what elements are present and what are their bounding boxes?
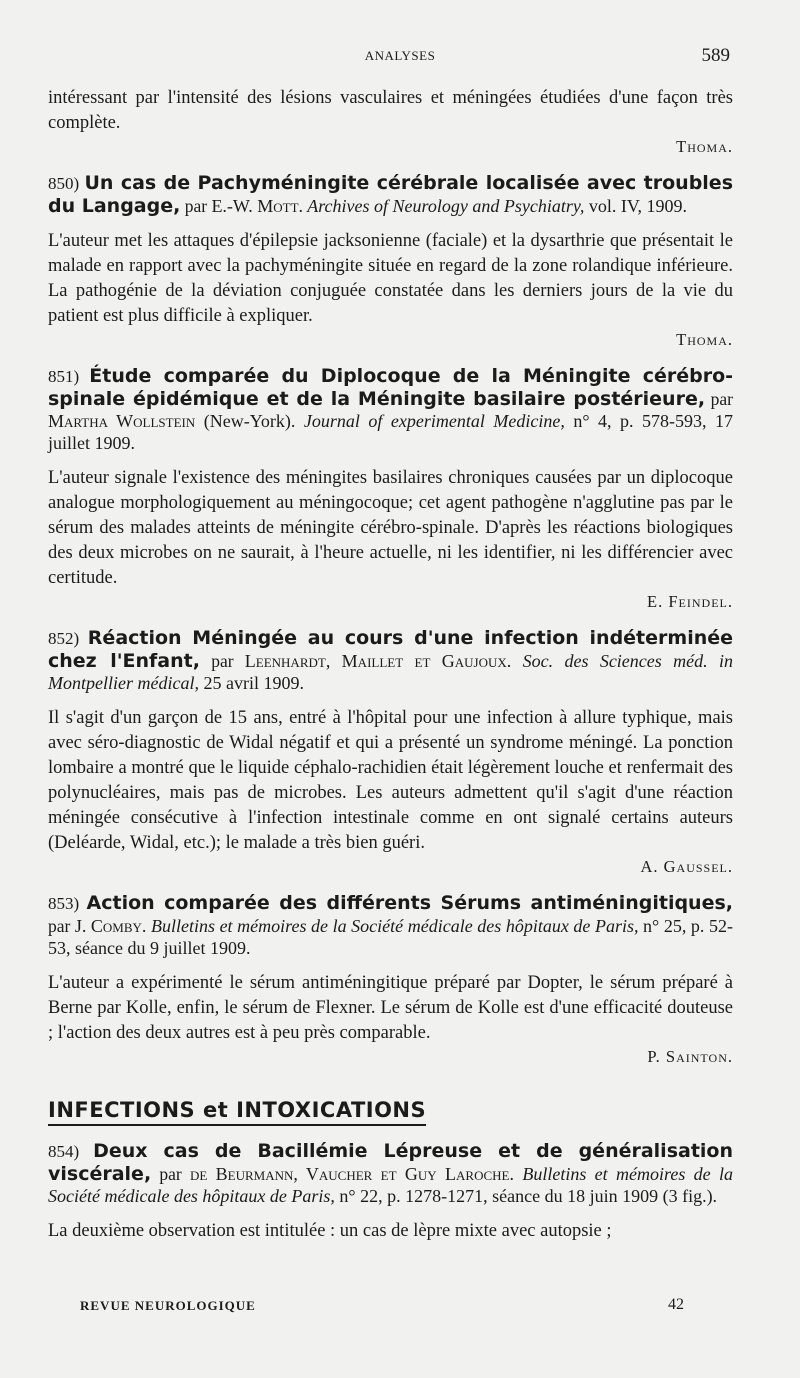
reviewer-signature: Thoma. (676, 330, 733, 349)
abstract-text: L'auteur a expérimenté le sérum antiméningitique préparé par Dopter, le sérum préparé à Berne par Kolle, enfin, le sérum de Flexner. Le sérum de Kolle est d'une efficacité douteuse ; l'action des deux autres est à peu près comparable. (48, 973, 733, 1043)
page-header (0, 45, 800, 72)
sheet-number: 42 (668, 1296, 684, 1313)
page-number: 589 (701, 45, 730, 66)
entry-source: Archives of Neurology and Psychiatry, (303, 196, 585, 216)
page-body (48, 86, 733, 1244)
abstract-text: L'auteur signale l'existence des méningites basilaires chroniques causées par un diplocoque analogue morphologiquement au méningocoque; cet agent pathogène n'agglutine pas par le sérum des malades atteints de méningite cérébro-spinale. D'après les réactions biologiques des deux microbes on ne saurait, à l'heure actuelle, ni les identifier, ni les différencier avec certitude. (48, 468, 733, 588)
section-heading: INFECTIONS et INTOXICATIONS (48, 1098, 426, 1126)
entry-by: par (199, 651, 245, 671)
entry-details: n° 25, p. 52-53, séance du 9 juillet 1909. (48, 916, 733, 958)
entry-author: de Beurmann, Vaucher et Guy Laroche. (189, 1164, 514, 1184)
running-head: ANALYSES (364, 48, 436, 63)
reviewer-signature: A. Gaussel. (640, 857, 733, 876)
entry-source: Bulletins et mémoires de la Société médicale des hôpitaux de Paris, (48, 1164, 734, 1206)
abstract-text: La deuxième observation est intitulée : un cas de lèpre mixte avec autopsie ; (48, 1221, 612, 1241)
entry-author: J. Comby. (74, 916, 147, 936)
entry-by: par (151, 1164, 190, 1184)
abstract-text: L'auteur met les attaques d'épilepsie jacksonienne (faciale) et la dysarthrie que présentait le malade en rapport avec la pachyméningite située en regard de la zone rolandique inférieure. La pathogénie de la déviation conjuguée constatée dans les derniers jours de la vie du patient est plus difficile à expliquer. (48, 231, 733, 326)
entry-number: 853) (48, 894, 80, 913)
reviewer-signature: P. Sainton. (647, 1047, 733, 1066)
entry-by: par (705, 389, 733, 409)
journal-name: REVUE NEUROLOGIQUE (80, 1298, 256, 1313)
abstract-text: Il s'agit d'un garçon de 15 ans, entré à l'hôpital pour une infection à allure typhique, mais avec séro-diagnostic de Widal négatif et qui a présenté un syndrome méningé. La ponction lombaire a montré que le liquide céphalo-rachidien était légèrement louche et renfermait des polynucléaires, mais pas de microbes. Les auteurs admettent qu'il s'agit d'une réaction méningée consécutive à l'infection intestinale comme en ont signalé certains auteurs (Deléarde, Widal, etc.); le malade a très bien guéri. (48, 708, 733, 853)
entry-number: 850) (48, 174, 80, 193)
entry-title: Réaction Méningée au cours d'une infection indéterminée chez l'Enfant, (48, 627, 734, 672)
abstract-entry-850 (48, 172, 733, 351)
entry-number: 851) (48, 367, 80, 386)
abstract-entry-854 (48, 1140, 733, 1244)
entry-source: Journal of experimental Medicine, (303, 411, 565, 431)
entry-number: 854) (48, 1142, 80, 1161)
entry-source: Soc. des Sciences méd. in Montpellier médical, (48, 651, 733, 693)
abstract-entry-852 (48, 627, 733, 878)
entry-details: 25 avril 1909. (198, 673, 304, 693)
entry-source-pre: (New-York). (195, 411, 304, 431)
entry-by: par (180, 196, 212, 216)
reviewer-signature: Thoma. (676, 137, 733, 156)
abstract-text: intéressant par l'intensité des lésions vasculaires et méningées étudiées d'une façon très complète. (48, 88, 733, 133)
continued-abstract (48, 86, 733, 158)
entry-details: n° 4, p. 578-593, 17 juillet 1909. (48, 411, 733, 453)
entry-author: E.-W. Mott. (211, 196, 304, 216)
entry-title: Étude comparée du Diplocoque de la Méningite cérébro-spinale épidémique et de la Méningite basilaire postérieure, (48, 365, 734, 410)
entry-source: Bulletins et mémoires de la Société médicale des hôpitaux de Paris, (146, 916, 639, 936)
entry-title: Action comparée des différents Sérums antiméningitiques, (86, 892, 733, 914)
reviewer-signature: E. Feindel. (647, 592, 733, 611)
entry-by: par (48, 916, 75, 936)
entry-author: Leenhardt, Maillet et Gaujoux. (244, 651, 512, 671)
entry-details: vol. IV, 1909. (584, 196, 688, 216)
entry-details: n° 22, p. 1278-1271, séance du 18 juin 1909 (3 fig.). (334, 1186, 718, 1206)
entry-number: 852) (48, 629, 80, 648)
abstract-entry-853 (48, 892, 733, 1068)
entry-author: Martha Wollstein (48, 411, 196, 431)
entry-title: Un cas de Pachyméningite cérébrale localisée avec troubles du Langage, (48, 172, 734, 217)
abstract-entry-851 (48, 365, 733, 613)
page-footer (80, 1298, 684, 1322)
entry-title: Deux cas de Bacillémie Lépreuse et de généralisation viscérale, (48, 1140, 734, 1185)
